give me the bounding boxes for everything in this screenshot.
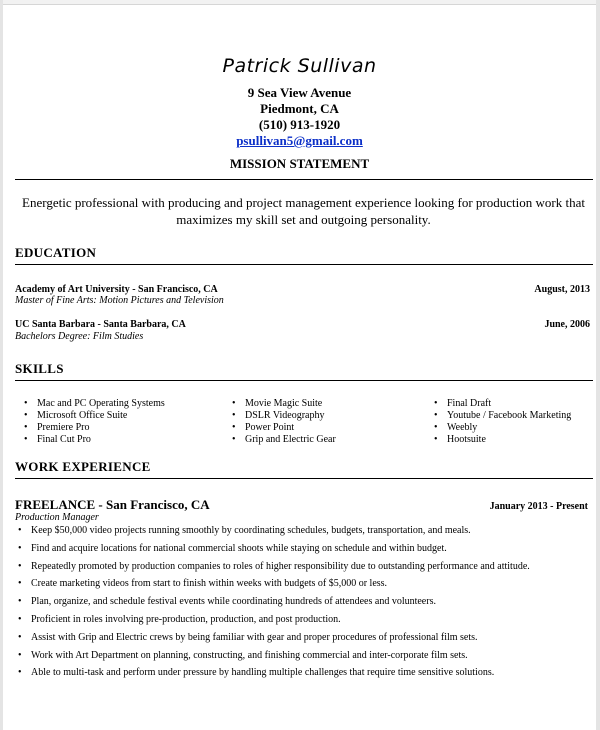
applicant-name: Patrick Sullivan: [222, 55, 377, 77]
work-experience-heading: WORK EXPERIENCE: [15, 459, 151, 474]
job-role: Production Manager: [15, 512, 99, 523]
skills-column-1: [23, 398, 165, 446]
skill-item: • Mac and PC Operating Systems: [23, 398, 165, 410]
skill-item: • DSLR Videography: [231, 410, 336, 422]
edu-school-1: Academy of Art University - San Francisco, CA: [15, 284, 218, 295]
duty-item: • Repeatedly promoted by production companies to roles of higher responsibility due to outstanding performance and attitude.: [15, 560, 585, 578]
skill-item: • Microsoft Office Suite: [23, 410, 165, 422]
skill-item: • Premiere Pro: [23, 422, 165, 434]
mission-line-2: maximizes my skill set and outgoing personality.: [176, 212, 431, 227]
edu-degree-1: Master of Fine Arts: Motion Pictures and Television: [15, 295, 224, 306]
duty-item: • Proficient in roles involving pre-production, production, and post production.: [15, 613, 585, 631]
mission-statement-text: [21, 194, 586, 228]
work-experience-divider: [15, 478, 593, 479]
street-address: 9 Sea View Avenue: [247, 85, 352, 100]
skill-item: • Power Point: [231, 422, 336, 434]
skill-item: • Final Draft: [433, 398, 571, 410]
skill-item: • Final Cut Pro: [23, 434, 165, 446]
city-state: Piedmont, CA: [260, 101, 339, 116]
education-heading: EDUCATION: [15, 245, 97, 260]
duty-item: • Assist with Grip and Electric crews by being familiar with gear and proper procedures of professional film sets.: [15, 631, 585, 649]
job-dates: January 2013 - Present: [489, 501, 588, 512]
duty-item: • Work with Art Department on planning, constructing, and finishing commercial and inter-corporate film sets.: [15, 649, 585, 667]
skills-divider: [15, 380, 593, 381]
skills-column-3: [433, 398, 571, 446]
mission-line-1: Energetic professional with producing and project management experience looking for production work that: [22, 195, 585, 210]
skill-item: • Youtube / Facebook Marketing: [433, 410, 571, 422]
resume-page: [3, 5, 596, 730]
job-duties-list: [15, 524, 585, 684]
skills-column-2: [231, 398, 336, 446]
edu-degree-2: Bachelors Degree: Film Studies: [15, 331, 144, 342]
duty-item: • Plan, organize, and schedule festival events while coordinating hundreds of attendees and volunteers.: [15, 595, 585, 613]
edu-date-2: June, 2006: [544, 319, 590, 330]
education-divider: [15, 264, 593, 265]
skills-heading: SKILLS: [15, 361, 64, 376]
email-link[interactable]: psullivan5@gmail.com: [236, 133, 363, 148]
duty-item: • Keep $50,000 video projects running smoothly by coordinating schedules, budgets, transportation, and meals.: [15, 524, 585, 542]
viewer-right-border: [596, 0, 600, 730]
mission-divider: [15, 179, 593, 180]
edu-date-1: August, 2013: [534, 284, 590, 295]
skill-item: • Weebly: [433, 422, 571, 434]
email-line: [3, 133, 596, 149]
mission-statement-heading: MISSION STATEMENT: [229, 156, 370, 171]
phone-number: (510) 913-1920: [258, 117, 341, 132]
duty-item: • Find and acquire locations for national commercial shoots while staying on schedule and within budget.: [15, 542, 585, 560]
skill-item: • Movie Magic Suite: [231, 398, 336, 410]
edu-school-2: UC Santa Barbara - Santa Barbara, CA: [15, 319, 186, 330]
skill-item: • Hootsuite: [433, 434, 571, 446]
job-title: FREELANCE - San Francisco, CA: [15, 497, 210, 512]
duty-item: • Able to multi-task and perform under pressure by handling multiple challenges that require time sensitive solutions.: [15, 666, 585, 684]
skill-item: • Grip and Electric Gear: [231, 434, 336, 446]
duty-item: • Create marketing videos from start to finish within weeks with budgets of $5,000 or less.: [15, 577, 585, 595]
